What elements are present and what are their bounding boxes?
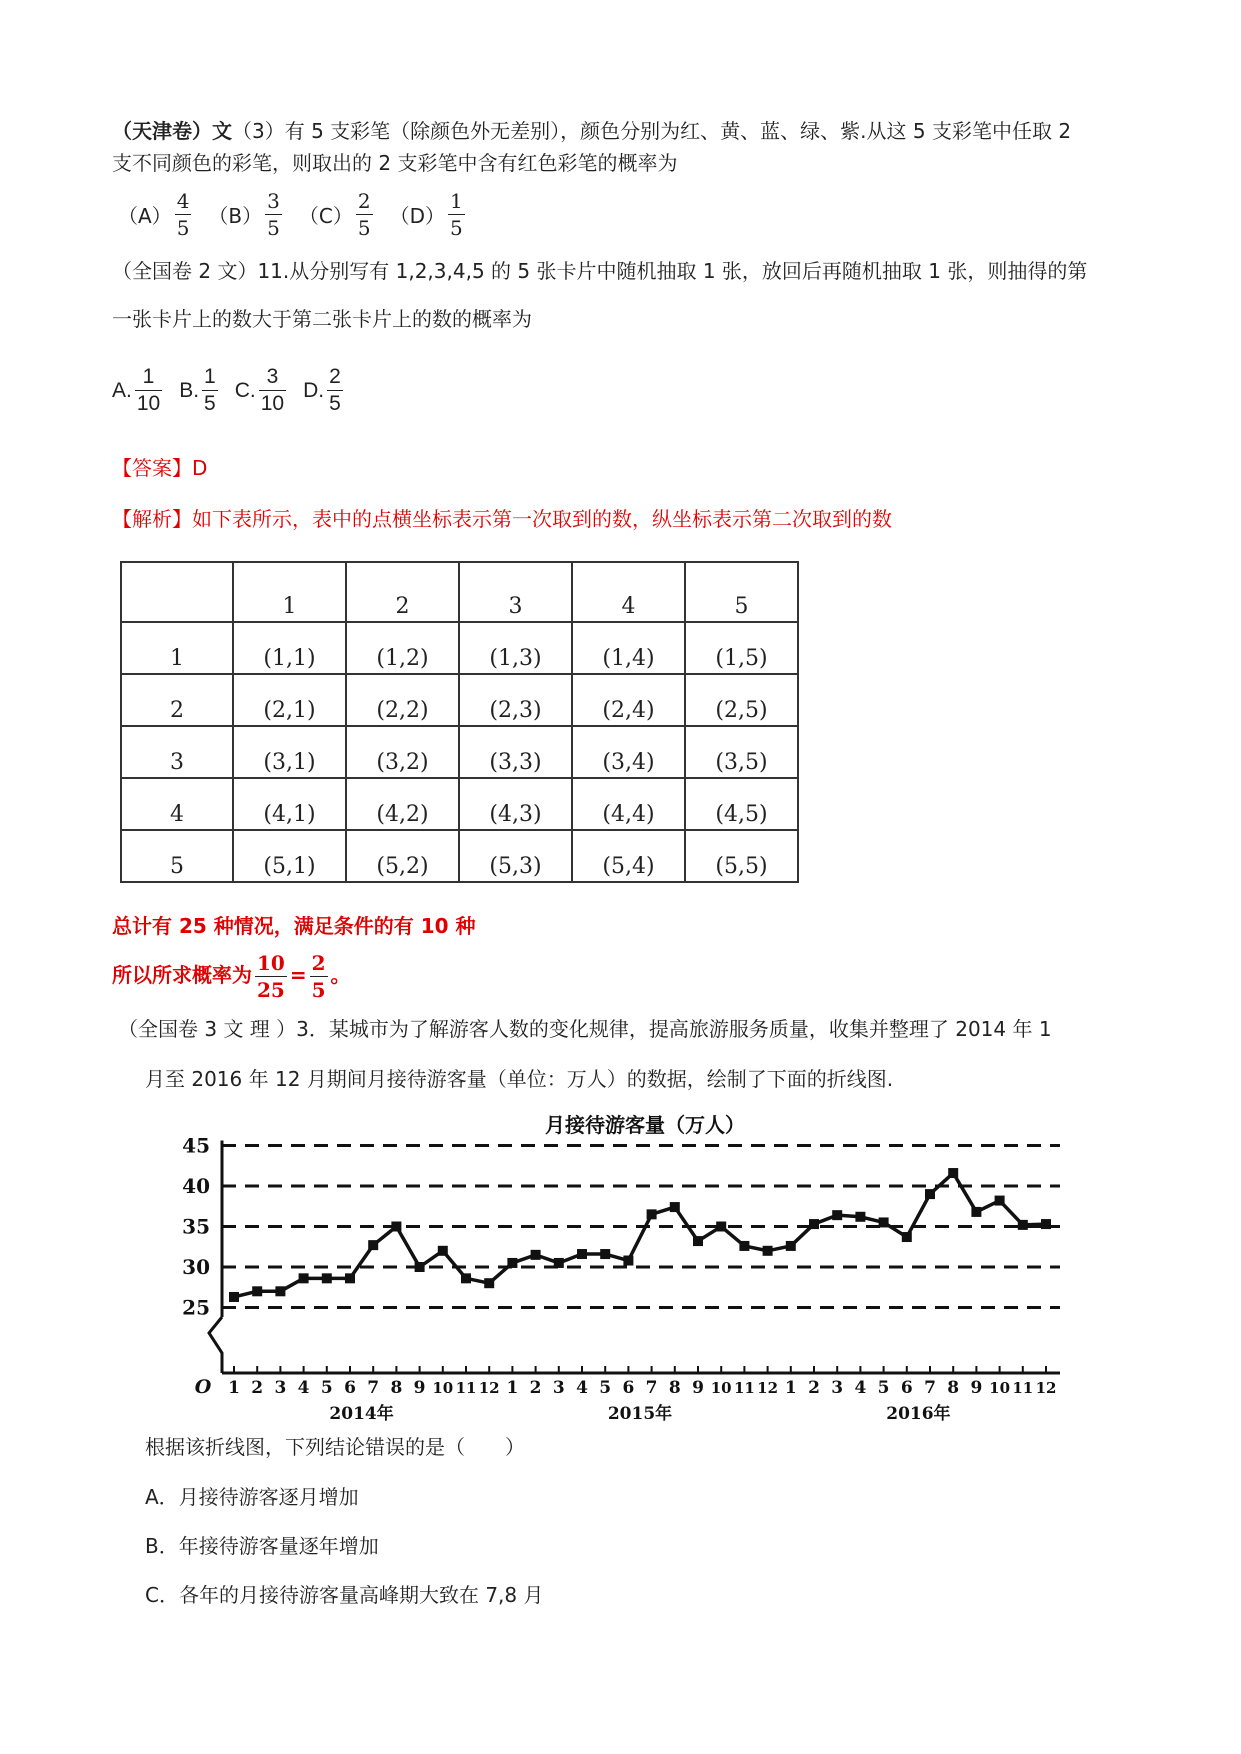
table-row: [121, 830, 798, 882]
table-cell-text: (5,5): [715, 854, 768, 879]
data-point: [855, 1212, 865, 1222]
x-tick-label: 6: [344, 1378, 356, 1398]
x-tick-label: 12: [757, 1379, 779, 1397]
q2-text1: 11.从分别写有 1,2,3,4,5 的 5 张卡片中随机抽取 1 张，放回后再随机抽取 1 张，则抽得的第: [257, 259, 1088, 283]
x-tick-label: 2: [529, 1378, 542, 1398]
result-eq: =: [289, 963, 307, 987]
answer-line: [112, 454, 207, 482]
x-tick-label: 2: [251, 1378, 264, 1398]
table-cell-text: (2,3): [489, 698, 542, 723]
result-line: [112, 950, 351, 1003]
option-fraction: [356, 188, 373, 241]
table-cell: [346, 830, 459, 882]
fraction-denominator: 5: [204, 392, 216, 415]
q1-text1: （3）有 5 支彩笔（除颜色外无差别），颜色分别为红、黄、蓝、绿、紫.从这 5 支彩笔中任取 2: [232, 119, 1072, 143]
data-point: [925, 1189, 935, 1199]
table-cell: [459, 674, 572, 726]
option-fraction: [265, 188, 282, 241]
data-point: [345, 1273, 355, 1283]
table-cell-text: (2,4): [602, 698, 655, 723]
table-cell-text: (4,1): [263, 802, 316, 827]
result-fraction-1: [255, 950, 287, 1003]
x-tick-label: 7: [645, 1378, 658, 1398]
q3-text1: （全国卷 3 文 理 ）3．某城市为了解游客人数的变化规律，提高旅游服务质量，收集并整理了 2014 年 1: [118, 1017, 1052, 1041]
q2-line1: [112, 257, 1087, 285]
q3-text2: 月至 2016 年 12 月期间月接待游客量（单位：万人）的数据，绘制了下面的折线图.: [145, 1067, 894, 1091]
q3-choice-b: B．年接待游客量逐年增加: [145, 1534, 379, 1558]
x-tick-label: 7: [367, 1378, 380, 1398]
fraction-numerator: 1: [450, 189, 463, 213]
table-cell-text: (3,5): [715, 750, 768, 775]
x-tick-label: 4: [576, 1378, 588, 1398]
data-point: [229, 1292, 239, 1302]
analysis-line: [112, 505, 892, 533]
q3-choice-c: C．各年的月接待游客量高峰期大致在 7,8 月: [145, 1583, 544, 1607]
q1-line1: [112, 117, 1071, 145]
fraction-numerator: 2: [357, 189, 371, 213]
q3-choice-a: A．月接待游客逐月增加: [145, 1485, 359, 1509]
data-point: [415, 1262, 425, 1272]
table-cell: [572, 778, 685, 830]
y-tick-label: 35: [182, 1214, 210, 1239]
data-point: [484, 1278, 494, 1288]
table-cell: [685, 778, 798, 830]
chart-title: 月接待游客量（万人）: [545, 1113, 745, 1137]
x-tick-label: 5: [320, 1378, 333, 1398]
option-label: B.: [179, 378, 200, 402]
table-cell-text: 1: [282, 594, 297, 619]
table-cell-text: [122, 619, 232, 621]
table-header-row: [121, 562, 798, 622]
table-cell-text: (5,2): [376, 854, 429, 879]
option-label: C.: [234, 378, 256, 402]
table-cell-text: 3: [170, 750, 184, 775]
table-cell: [685, 622, 798, 674]
table-cell-text: 4: [621, 594, 636, 619]
data-point: [577, 1249, 587, 1259]
x-tick-label: 9: [970, 1378, 983, 1398]
table-cell-text: 2: [170, 698, 184, 723]
y-tick-label: 25: [182, 1295, 210, 1320]
x-tick-label: 3: [552, 1378, 565, 1398]
data-point: [786, 1241, 796, 1251]
data-point: [902, 1232, 912, 1242]
data-point: [763, 1246, 773, 1256]
option-0: [112, 364, 165, 417]
table-cell: [233, 562, 346, 622]
q1-text2: 支不同颜色的彩笔，则取出的 2 支彩笔中含有红色彩笔的概率为: [112, 151, 678, 175]
option-2: [235, 364, 289, 417]
x-tick-label: 11: [455, 1379, 477, 1397]
data-point: [971, 1207, 981, 1217]
x-tick-label: 9: [692, 1378, 704, 1398]
y-tick-label: 45: [182, 1133, 210, 1158]
table-cell: [121, 622, 233, 674]
table-cell-text: (4,4): [602, 802, 655, 827]
fraction-denominator: 5: [357, 216, 371, 240]
data-point: [554, 1258, 564, 1268]
table-cell: [459, 778, 572, 830]
table-cell-text: (2,2): [376, 698, 429, 723]
q1-source: （天津卷）文: [112, 119, 232, 143]
option-label: （B）: [208, 204, 263, 228]
option-fraction: [202, 364, 218, 417]
table-cell: [572, 726, 685, 778]
x-tick-label: 10: [989, 1379, 1011, 1397]
table-cell-text: (1,2): [376, 646, 429, 671]
fraction-denominator: 10: [260, 392, 285, 415]
option-label: （A）: [118, 204, 172, 228]
data-point: [461, 1273, 471, 1283]
total-line: 总计有 25 种情况，满足条件的有 10 种: [112, 914, 476, 938]
option-1: [208, 188, 284, 241]
data-point: [275, 1286, 285, 1296]
outcome-table: [120, 561, 799, 883]
data-point: [879, 1217, 889, 1227]
option-fraction: [448, 188, 465, 241]
fraction-numerator: 3: [267, 189, 280, 213]
x-tick-label: 12: [478, 1379, 500, 1397]
option-fraction: [175, 188, 192, 241]
year-label: 2014年: [329, 1404, 394, 1424]
x-tick-label: 12: [1035, 1379, 1057, 1397]
fraction-denominator: 5: [176, 216, 190, 240]
table-cell-text: 4: [170, 802, 184, 827]
analysis-tag: 【解析】: [112, 507, 192, 531]
data-point: [809, 1219, 819, 1229]
data-point: [600, 1249, 610, 1259]
x-tick-label: 5: [877, 1378, 890, 1398]
data-point: [647, 1209, 657, 1219]
table-cell: [459, 562, 572, 622]
x-tick-label: 6: [622, 1378, 635, 1398]
data-point: [832, 1210, 842, 1220]
data-point: [531, 1250, 541, 1260]
table-cell: [346, 778, 459, 830]
data-point: [1018, 1220, 1028, 1230]
x-tick-label: 8: [390, 1378, 403, 1398]
x-tick-label: 8: [668, 1378, 681, 1398]
x-tick-label: 5: [599, 1378, 612, 1398]
x-tick-label: 9: [413, 1378, 426, 1398]
table-cell-text: (5,3): [489, 854, 542, 879]
x-tick-label: 11: [733, 1379, 755, 1397]
table-cell-text: (4,5): [715, 802, 768, 827]
table-cell-text: (1,5): [715, 646, 768, 671]
table-cell: [233, 622, 346, 674]
q2-text2: 一张卡片上的数大于第二张卡片上的数的概率为: [112, 307, 532, 331]
table-cell: [346, 562, 459, 622]
result-fraction-2: [310, 950, 328, 1003]
table-cell: [685, 674, 798, 726]
table-cell-text: (3,2): [376, 750, 429, 775]
option-0: [118, 188, 194, 241]
data-point: [995, 1196, 1005, 1206]
table-cell: [459, 622, 572, 674]
data-point: [391, 1222, 401, 1232]
q2-source: （全国卷 2 文）: [112, 259, 258, 283]
data-point: [739, 1241, 749, 1251]
table-row: [121, 726, 798, 778]
table-cell: [572, 562, 685, 622]
data-point: [299, 1273, 309, 1283]
table-cell-text: 5: [170, 854, 184, 879]
x-tick-label: 1: [506, 1378, 519, 1398]
option-fraction: [135, 364, 162, 417]
option-label: （C）: [298, 204, 353, 228]
fraction-numerator: 1: [142, 365, 155, 388]
table-cell-text: (4,3): [489, 802, 542, 827]
table-cell: [121, 674, 233, 726]
table-cell-text: (2,1): [263, 698, 316, 723]
table-cell: [346, 674, 459, 726]
result-suffix: 。: [330, 963, 351, 987]
q1-options: [118, 188, 482, 241]
analysis-text: 如下表所示，表中的点横坐标表示第一次取到的数，纵坐标表示第二次取到的数: [192, 507, 892, 531]
table-cell: [233, 778, 346, 830]
series-line: [234, 1173, 1046, 1297]
table-row: [121, 622, 798, 674]
q2-options: [112, 364, 360, 417]
result-frac1-num: 10: [257, 951, 285, 975]
data-point: [623, 1256, 633, 1266]
table-cell: [121, 726, 233, 778]
data-point: [948, 1168, 958, 1178]
table-cell-text: (1,4): [602, 646, 655, 671]
table-cell: [121, 830, 233, 882]
data-point: [670, 1202, 680, 1212]
line-chart: [170, 1105, 1070, 1435]
table-cell: [459, 726, 572, 778]
data-point: [716, 1222, 726, 1232]
answer-value: D: [192, 456, 208, 480]
year-label: 2016年: [886, 1404, 951, 1424]
table-cell-text: (5,4): [602, 854, 655, 879]
year-label: 2015年: [607, 1404, 673, 1424]
y-tick-label: 30: [182, 1255, 210, 1279]
table-cell: [572, 674, 685, 726]
table-cell: [685, 562, 798, 622]
result-frac2-den: 5: [311, 978, 326, 1002]
option-label: （D）: [389, 204, 445, 228]
x-tick-label: 3: [274, 1378, 287, 1398]
fraction-numerator: 1: [204, 365, 216, 388]
table-row: [121, 778, 798, 830]
x-tick-label: 6: [900, 1378, 913, 1398]
table-cell: [233, 674, 346, 726]
data-point: [507, 1258, 517, 1268]
x-tick-label: 11: [1012, 1379, 1034, 1397]
x-tick-label: 4: [297, 1378, 310, 1398]
option-1: [179, 364, 221, 417]
x-tick-label: 1: [228, 1378, 240, 1398]
data-point: [438, 1246, 448, 1256]
option-label: D.: [303, 378, 325, 402]
data-point: [368, 1240, 378, 1250]
fraction-denominator: 5: [267, 216, 280, 240]
table-cell: [233, 830, 346, 882]
y-tick-label: 40: [182, 1174, 210, 1198]
table-cell-text: 5: [734, 594, 749, 619]
data-point: [693, 1236, 703, 1246]
fraction-denominator: 5: [450, 216, 463, 240]
table-cell: [572, 622, 685, 674]
fraction-numerator: 2: [329, 365, 341, 388]
x-tick-label: 1: [784, 1378, 797, 1398]
table-cell: [121, 778, 233, 830]
option-2: [299, 188, 376, 241]
answer-tag: 【答案】: [112, 456, 192, 480]
option-fraction: [327, 364, 343, 417]
axis-break: [209, 1317, 222, 1373]
table-cell: [572, 830, 685, 882]
table-cell-text: (3,1): [263, 750, 316, 775]
option-3: [303, 364, 346, 417]
table-cell: [685, 726, 798, 778]
data-point: [252, 1286, 262, 1296]
data-point: [1041, 1219, 1051, 1229]
fraction-numerator: 3: [266, 365, 279, 388]
fraction-denominator: 5: [329, 392, 341, 415]
table-cell: [346, 622, 459, 674]
table-cell: [346, 726, 459, 778]
option-fraction: [259, 364, 286, 417]
q3-question: 根据该折线图，下列结论错误的是（ ）: [145, 1435, 525, 1459]
table-row: [121, 674, 798, 726]
fraction-numerator: 4: [176, 189, 190, 213]
result-frac2-num: 2: [311, 951, 326, 975]
table-cell-text: (2,5): [715, 698, 768, 723]
table-cell-text: (4,2): [376, 802, 429, 827]
x-tick-label: 2: [808, 1378, 820, 1398]
table-cell-text: (1,3): [489, 646, 542, 671]
table-cell-text: 1: [170, 646, 184, 671]
option-label: A.: [112, 378, 132, 402]
result-prefix: 所以所求概率为: [112, 963, 252, 987]
table-cell-text: (5,1): [263, 854, 316, 879]
x-tick-label: 8: [947, 1378, 960, 1398]
origin-label: O: [194, 1376, 212, 1398]
table-cell: [685, 830, 798, 882]
table-cell: [233, 726, 346, 778]
table-cell-text: 2: [395, 594, 410, 619]
table-cell-text: 3: [508, 594, 523, 619]
x-tick-label: 7: [924, 1378, 936, 1398]
x-tick-label: 4: [854, 1378, 867, 1398]
x-tick-label: 10: [710, 1379, 732, 1397]
x-tick-label: 3: [831, 1378, 844, 1398]
option-3: [390, 188, 468, 241]
table-cell-text: (3,4): [602, 750, 655, 775]
fraction-denominator: 10: [136, 392, 161, 415]
table-cell: [121, 562, 233, 622]
table-cell-text: (3,3): [489, 750, 542, 775]
data-point: [322, 1273, 332, 1283]
x-tick-label: 10: [432, 1379, 454, 1397]
table-cell: [459, 830, 572, 882]
table-cell-text: (1,1): [263, 646, 316, 671]
result-frac1-den: 25: [257, 978, 285, 1002]
